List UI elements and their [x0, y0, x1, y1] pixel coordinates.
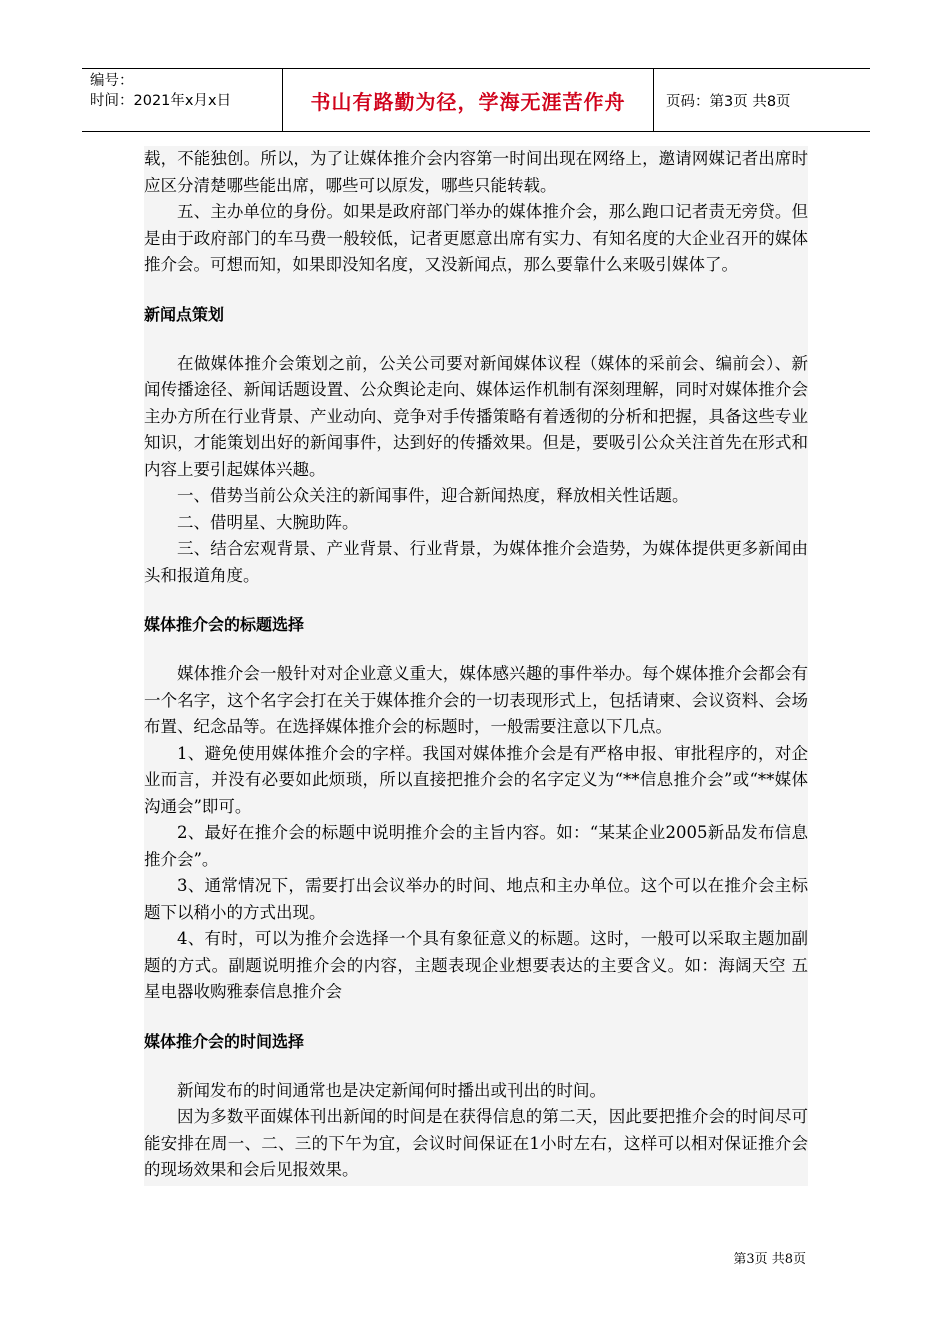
header-meta	[82, 69, 282, 131]
paragraph: 新闻发布的时间通常也是决定新闻何时播出或刊出的时间。	[177, 1080, 606, 1100]
paragraph: 五、主办单位的身份。如果是政府部门举办的媒体推介会，那么跑口记者责无旁贷。但是由于政府部门的车马费一般较低，记者更愿意出席有实力、有知名度的大企业召开的媒体推介会。可想而知，如果即没知名度，又没新闻点，那么要靠什么来吸引媒体了。	[144, 202, 808, 274]
paragraph: 媒体推介会一般针对对企业意义重大，媒体感兴趣的事件举办。每个媒体推介会都会有一个名字，这个名字会打在关于媒体推介会的一切表现形式上，包括请柬、会议资料、会场布置、纪念品等。在选择媒体推介会的标题时，一般需要注意以下几点。	[144, 664, 808, 736]
doc-number-label: 编号：	[90, 73, 134, 89]
paragraph: 在做媒体推介会策划之前，公关公司要对新闻媒体议程（媒体的采前会、编前会）、新闻传播途径、新闻话题设置、公众舆论走向、媒体运作机制有深刻理解，同时对媒体推介会主办方所在行业背景、产业动向、竞争对手传播策略有着透彻的分析和把握，具备这些专业知识，才能策划出好的新闻事件，达到好的传播效果。但是，要吸引公众关注首先在形式和内容上要引起媒体兴趣。	[144, 353, 808, 479]
paragraph: 因为多数平面媒体刊出新闻的时间是在获得信息的第二天，因此要把推介会的时间尽可能安排在周一、二、三的下午为宜，会议时间保证在1小时左右，这样可以相对保证推介会的现场效果和会后见报效果。	[144, 1107, 808, 1179]
page-footer-number: 第3页 共8页	[733, 1252, 806, 1267]
doc-time-label: 时间：2021年x月x日	[90, 93, 232, 109]
paragraph: 二、借明星、大腕助阵。	[177, 512, 359, 532]
paragraph: 4、有时，可以为推介会选择一个具有象征意义的标题。这时，一般可以采取主题加副题的方式。副题说明推介会的内容，主题表现企业想要表达的主要含义。如：海阔天空 五星电器收购雅泰信息推介会	[144, 929, 808, 1001]
page-header	[82, 68, 870, 132]
section-heading-title-selection: 媒体推介会的标题选择	[144, 615, 305, 634]
paragraph: 1、避免使用媒体推介会的字样。我国对媒体推介会是有严格申报、审批程序的，对企业而言，并没有必要如此烦琐，所以直接把推介会的名字定义为“**信息推介会”或“**媒体沟通会”即可。	[144, 743, 808, 816]
paragraph: 一、借势当前公众关注的新闻事件，迎合新闻热度，释放相关性话题。	[177, 486, 689, 505]
document-body	[144, 146, 808, 1186]
header-page-info: 页码：第3页 共8页	[666, 93, 791, 110]
section-heading-time-selection: 媒体推介会的时间选择	[144, 1031, 305, 1051]
paragraph: 2、最好在推介会的标题中说明推介会的主旨内容。如：“某某企业2005新品发布信息推介会”。	[144, 823, 808, 869]
section-heading-news-point: 新闻点策划	[144, 304, 225, 324]
header-motto: 书山有路勤为径，学海无涯苦作舟	[282, 69, 654, 131]
paragraph: 载，不能独创。所以，为了让媒体推介会内容第一时间出现在网络上，邀请网媒记者出席时应区分清楚哪些能出席，哪些可以原发，哪些只能转载。	[144, 149, 808, 195]
paragraph: 三、结合宏观背景、产业背景、行业背景，为媒体推介会造势，为媒体提供更多新闻由头和报道角度。	[144, 539, 808, 585]
paragraph: 3、通常情况下，需要打出会议举办的时间、地点和主办单位。这个可以在推介会主标题下以稍小的方式出现。	[144, 876, 808, 922]
